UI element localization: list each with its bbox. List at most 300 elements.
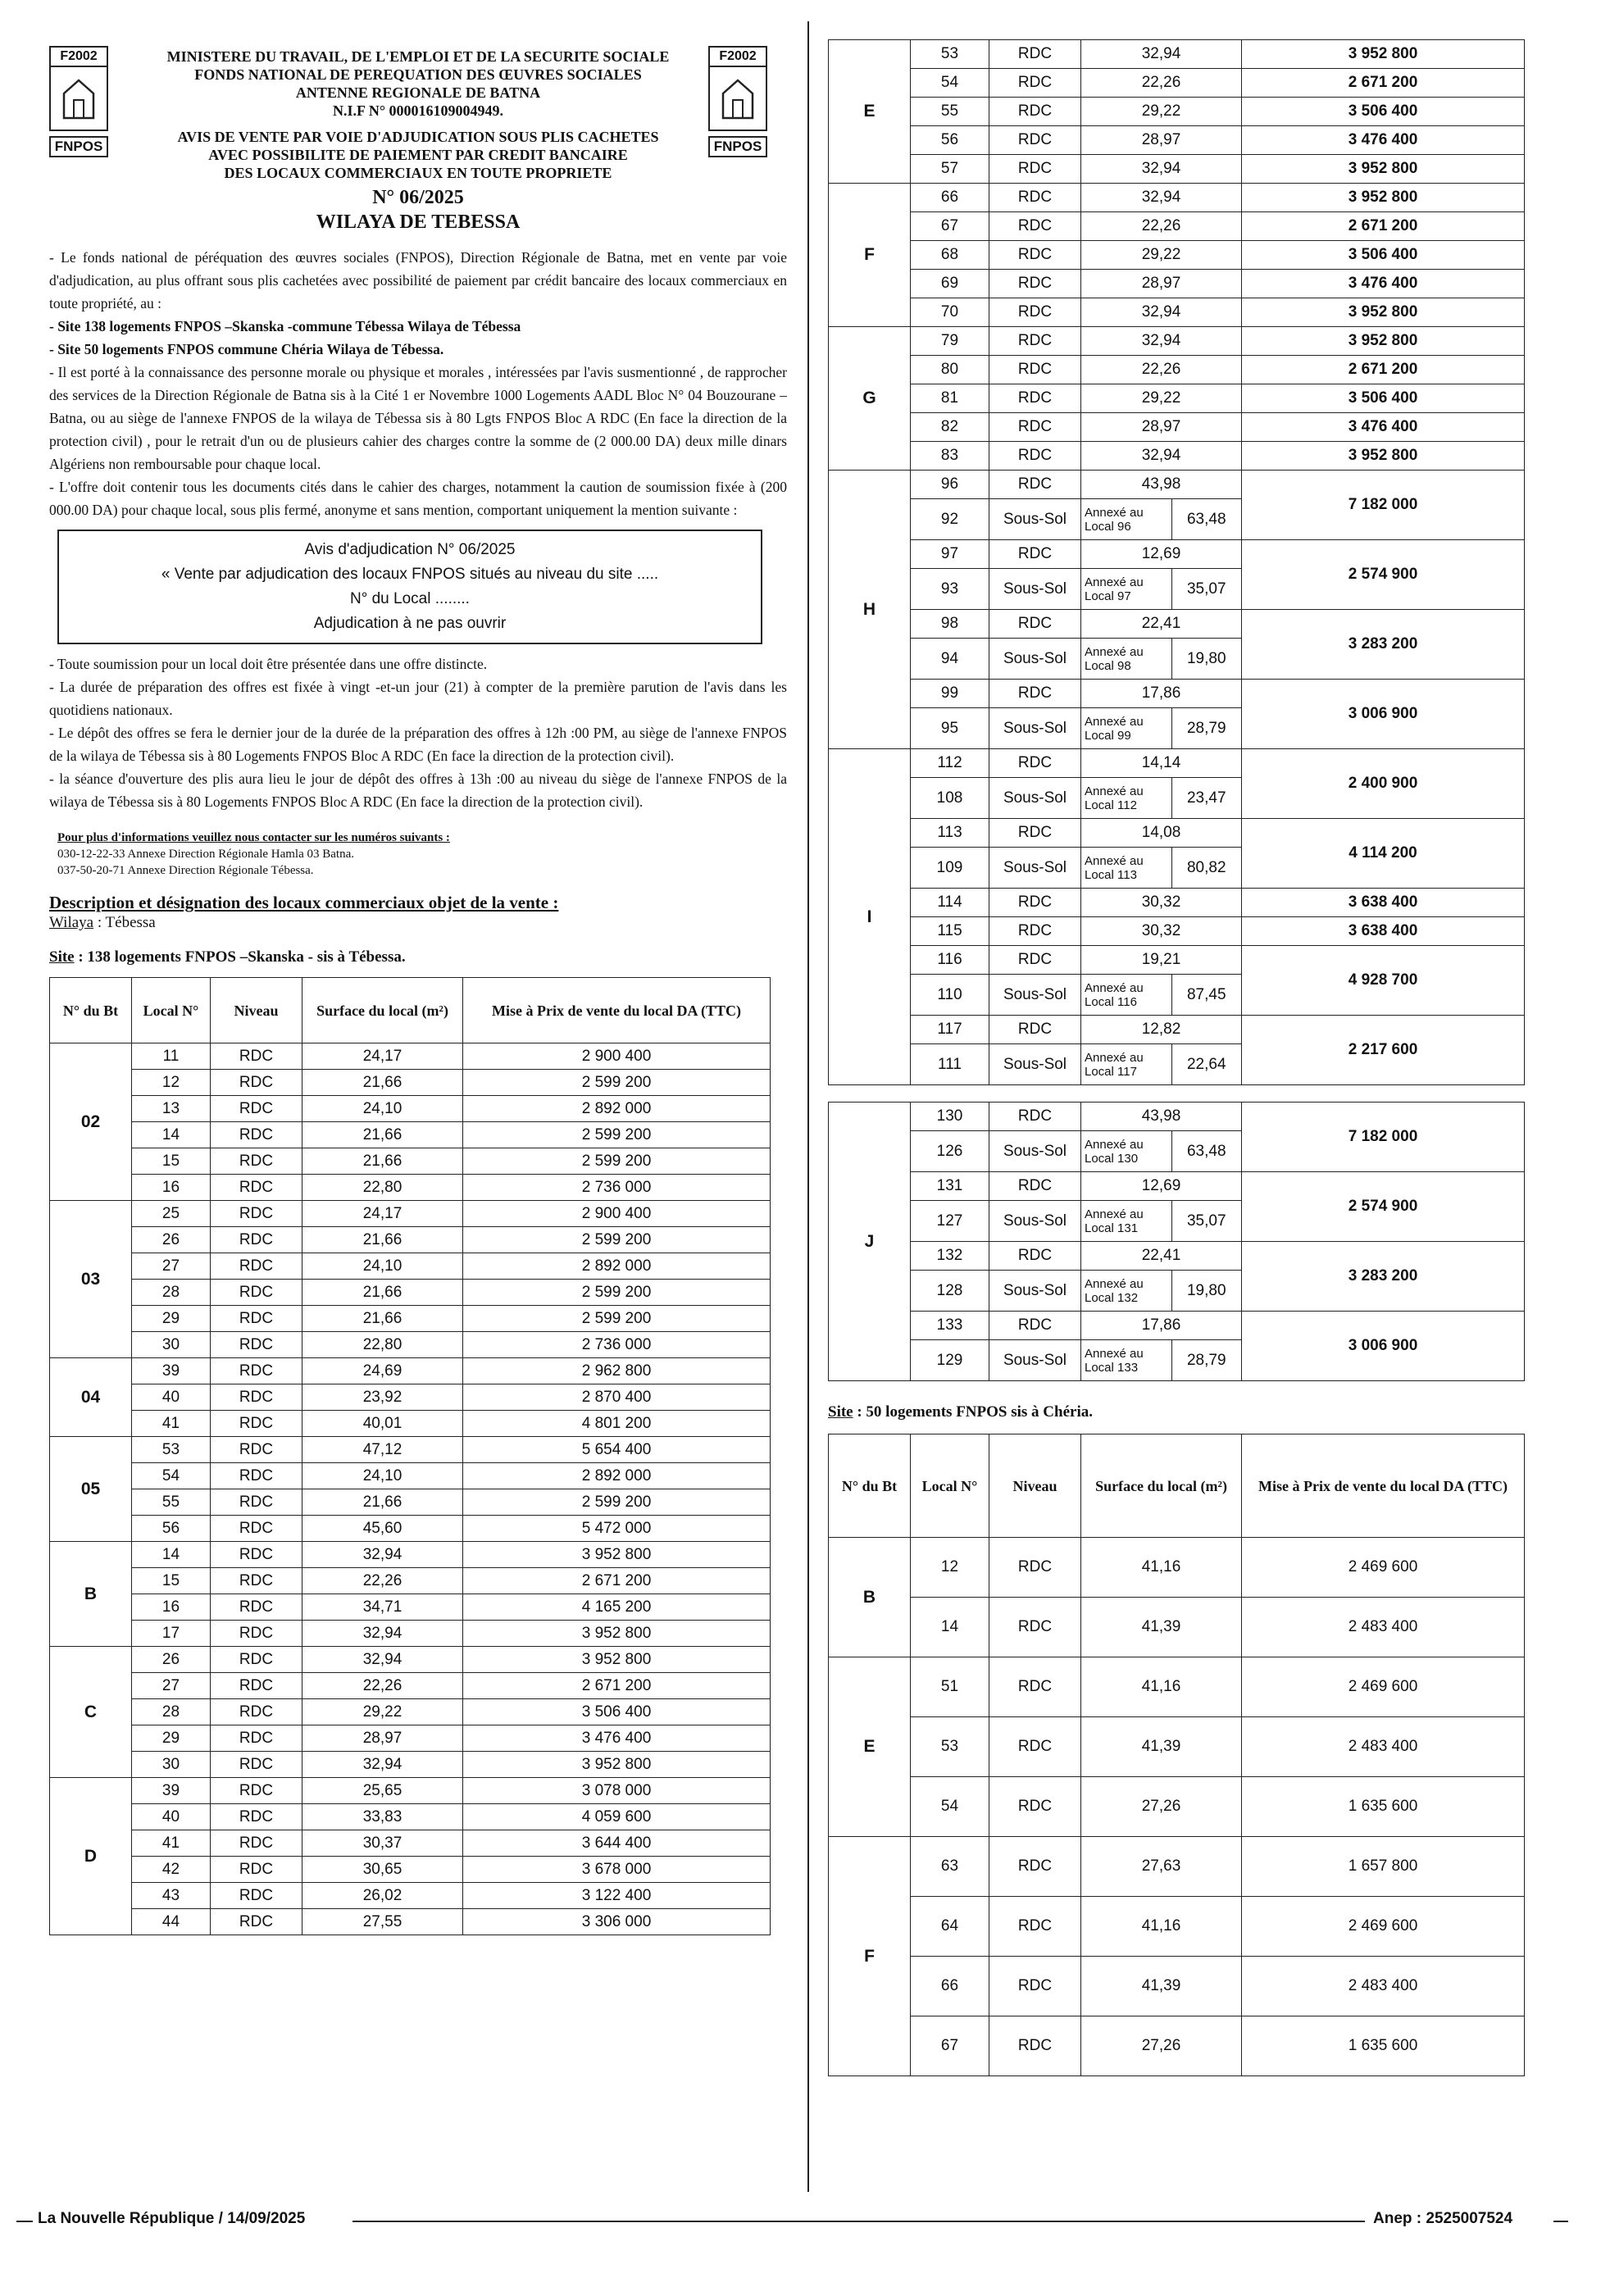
avis-number (49, 185, 787, 234)
prix-cell: 3 952 800 (463, 1752, 771, 1778)
annex-label: Annexé au Local 130 (1081, 1131, 1171, 1171)
surface-cell: 30,37 (302, 1830, 463, 1857)
right-column (828, 39, 1529, 2076)
local-cell: 40 (132, 1384, 211, 1411)
niveau-cell: RDC (211, 1253, 302, 1280)
local-cell: 126 (911, 1131, 989, 1172)
niveau-cell: RDC (989, 917, 1081, 946)
table-row (50, 1516, 771, 1542)
niveau-cell: RDC (211, 1909, 302, 1935)
local-cell: 39 (132, 1778, 211, 1804)
surface-annex-cell (1081, 499, 1242, 540)
niveau-cell: RDC (989, 1897, 1081, 1957)
surface-cell: 32,94 (302, 1542, 463, 1568)
annex-surface: 63,48 (1186, 1142, 1226, 1160)
local-cell: 39 (132, 1358, 211, 1384)
prix-cell: 2 671 200 (1242, 69, 1525, 98)
niveau-cell: RDC (989, 1957, 1081, 2016)
annex-surface: 19,80 (1186, 1281, 1226, 1299)
footer-rule (1553, 2221, 1568, 2222)
table-row (50, 1778, 771, 1804)
surface-cell: 30,65 (302, 1857, 463, 1883)
prix-cell: 5 472 000 (463, 1516, 771, 1542)
prix-cell: 2 671 200 (1242, 212, 1525, 241)
table-row (829, 356, 1525, 384)
niveau-cell: RDC (989, 610, 1081, 639)
prix-cell: 2 892 000 (463, 1463, 771, 1489)
surface-annex-cell (1081, 1340, 1242, 1381)
local-cell: 15 (132, 1148, 211, 1175)
prix-cell: 2 599 200 (463, 1070, 771, 1096)
local-cell: 114 (911, 889, 989, 917)
local-cell: 131 (911, 1172, 989, 1201)
table-row (50, 1227, 771, 1253)
prix-cell: 3 952 800 (463, 1542, 771, 1568)
table-row (829, 819, 1525, 848)
prix-cell: 2 400 900 (1242, 749, 1525, 819)
surface-cell: 21,66 (302, 1306, 463, 1332)
prix-cell: 5 654 400 (463, 1437, 771, 1463)
column-divider (807, 21, 809, 2192)
table-row (50, 1752, 771, 1778)
col-niveau: Niveau (989, 1434, 1081, 1538)
table-row (829, 540, 1525, 569)
prix-cell: 4 059 600 (463, 1804, 771, 1830)
surface-cell: 17,86 (1081, 1312, 1242, 1340)
niveau-cell: RDC (989, 442, 1081, 471)
local-cell: 128 (911, 1271, 989, 1312)
col-bt: N° du Bt (829, 1434, 911, 1538)
local-cell: 53 (911, 40, 989, 69)
surface-annex-cell (1081, 639, 1242, 680)
site-label: Site (49, 948, 75, 966)
prix-cell: 2 599 200 (463, 1489, 771, 1516)
local-cell: 92 (911, 499, 989, 540)
niveau-cell: RDC (211, 1122, 302, 1148)
local-cell: 26 (132, 1647, 211, 1673)
footer-anep: Anep : 2525007524 (1373, 2210, 1513, 2227)
paragraph: - la séance d'ouverture des plis aura lieu le jour de dépôt des offres à 13h :00 au niveau du siège de l'annexe FNPOS de la wilaya de Tébessa sis à 80 Logements FNPOS Bloc A RDC (En face la direction de la protection civil). (49, 771, 787, 810)
niveau-cell: RDC (211, 1096, 302, 1122)
surface-cell: 33,83 (302, 1804, 463, 1830)
local-cell: 115 (911, 917, 989, 946)
niveau-cell: Sous-Sol (989, 1271, 1081, 1312)
prix-cell: 4 114 200 (1242, 819, 1525, 889)
prix-cell: 2 217 600 (1242, 1016, 1525, 1085)
wilaya-line (49, 913, 787, 933)
table-row (829, 1777, 1525, 1837)
bt-cell: D (50, 1778, 132, 1935)
niveau-cell: RDC (211, 1830, 302, 1857)
avis-line: AVIS DE VENTE PAR VOIE D'ADJUDICATION SOUS PLIS CACHETES (177, 129, 659, 145)
surface-cell: 12,69 (1081, 1172, 1242, 1201)
table-row (829, 1016, 1525, 1044)
prix-cell: 3 006 900 (1242, 680, 1525, 749)
box-line: Avis d'adjudication N° 06/2025 (304, 541, 516, 558)
table-skanska-cont (828, 39, 1525, 1085)
local-cell: 68 (911, 241, 989, 270)
prix-cell: 4 165 200 (463, 1594, 771, 1621)
annex-table (1081, 778, 1241, 818)
prix-cell: 3 952 800 (1242, 155, 1525, 184)
table-row (50, 1804, 771, 1830)
local-cell: 111 (911, 1044, 989, 1085)
surface-cell: 24,10 (302, 1096, 463, 1122)
niveau-cell: RDC (211, 1883, 302, 1909)
annex-surface: 35,07 (1186, 580, 1226, 598)
surface-cell: 32,94 (1081, 40, 1242, 69)
site-line: - Site 50 logements FNPOS commune Chéria Wilaya de Tébessa. (49, 341, 444, 357)
local-cell: 40 (132, 1804, 211, 1830)
annex-row (1081, 1044, 1241, 1084)
niveau-cell: RDC (211, 1437, 302, 1463)
site-value: : 138 logements FNPOS –Skanska - sis à Tébessa. (78, 948, 406, 966)
annex-surface: 87,45 (1186, 985, 1226, 1003)
table-row (829, 1897, 1525, 1957)
bt-cell: B (50, 1542, 132, 1647)
fund-line: FONDS NATIONAL DE PEREQUATION DES ŒUVRES SOCIALES (194, 66, 642, 83)
table-skanska (49, 977, 771, 1935)
table-row (50, 1332, 771, 1358)
numero: N° 06/2025 (372, 187, 464, 208)
surface-annex-cell (1081, 1131, 1242, 1172)
annex-label: Annexé au Local 97 (1081, 569, 1171, 609)
local-cell: 108 (911, 778, 989, 819)
local-cell: 67 (911, 2016, 989, 2076)
local-cell: 98 (911, 610, 989, 639)
local-cell: 25 (132, 1201, 211, 1227)
surface-cell: 24,17 (302, 1043, 463, 1070)
table-row (829, 2016, 1525, 2076)
surface-cell: 22,41 (1081, 1242, 1242, 1271)
surface-cell: 27,63 (1081, 1837, 1242, 1897)
col-local: Local N° (132, 978, 211, 1043)
surface-cell: 19,21 (1081, 946, 1242, 975)
table-row (829, 1957, 1525, 2016)
contact-info (57, 830, 787, 879)
bt-cell: E (829, 1657, 911, 1837)
annex-surface: 80,82 (1186, 858, 1226, 876)
local-cell: 99 (911, 680, 989, 708)
col-niveau: Niveau (211, 978, 302, 1043)
table-row (829, 184, 1525, 212)
annex-label: Annexé au Local 116 (1081, 975, 1171, 1015)
prix-cell: 2 483 400 (1242, 1598, 1525, 1657)
niveau-cell: RDC (989, 155, 1081, 184)
bt-cell: G (829, 327, 911, 471)
table-row (829, 889, 1525, 917)
local-cell: 14 (132, 1122, 211, 1148)
annex-surface: 19,80 (1186, 649, 1226, 667)
local-cell: 66 (911, 1957, 989, 2016)
bt-cell: H (829, 471, 911, 749)
table-row (829, 212, 1525, 241)
surface-cell: 22,26 (1081, 356, 1242, 384)
wilaya-title: WILAYA DE TEBESSA (316, 211, 521, 233)
box-line: « Vente par adjudication des locaux FNPOS situés au niveau du site ..... (161, 566, 659, 583)
niveau-cell: RDC (211, 1621, 302, 1647)
table-row (50, 1148, 771, 1175)
table-row (829, 917, 1525, 946)
prix-cell: 7 182 000 (1242, 1103, 1525, 1172)
bt-cell: 05 (50, 1437, 132, 1542)
niveau-cell: RDC (211, 1725, 302, 1752)
niveau-cell: RDC (989, 1837, 1081, 1897)
local-cell: 112 (911, 749, 989, 778)
local-cell: 14 (911, 1598, 989, 1657)
surface-cell: 41,16 (1081, 1657, 1242, 1717)
annex-row (1081, 975, 1241, 1015)
niveau-cell: RDC (211, 1411, 302, 1437)
surface-cell: 29,22 (1081, 241, 1242, 270)
local-cell: 43 (132, 1883, 211, 1909)
surface-cell: 27,26 (1081, 1777, 1242, 1837)
prix-cell: 2 892 000 (463, 1096, 771, 1122)
local-cell: 14 (132, 1542, 211, 1568)
table-row (50, 1358, 771, 1384)
annex-label: Annexé au Local 133 (1081, 1340, 1171, 1380)
nif-line: N.I.F N° 000016109004949. (332, 102, 504, 119)
niveau-cell: RDC (989, 1717, 1081, 1777)
table-row (829, 69, 1525, 98)
local-cell: 83 (911, 442, 989, 471)
local-cell: 30 (132, 1332, 211, 1358)
annex-label: Annexé au Local 131 (1081, 1201, 1171, 1241)
logo-label: FNPOS (49, 136, 108, 157)
surface-cell: 45,60 (302, 1516, 463, 1542)
local-cell: 64 (911, 1897, 989, 1957)
niveau-cell: Sous-Sol (989, 975, 1081, 1016)
logo-top-text: F2002 (708, 46, 767, 67)
surface-cell: 29,22 (302, 1699, 463, 1725)
prix-cell: 3 078 000 (463, 1778, 771, 1804)
annex-label: Annexé au Local 113 (1081, 848, 1171, 888)
local-cell: 67 (911, 212, 989, 241)
prix-cell: 2 599 200 (463, 1306, 771, 1332)
annex-table (1081, 975, 1241, 1015)
local-cell: 66 (911, 184, 989, 212)
annex-table (1081, 1131, 1241, 1171)
prix-cell: 2 870 400 (463, 1384, 771, 1411)
footer-source: La Nouvelle République / 14/09/2025 (38, 2210, 306, 2227)
surface-cell: 27,55 (302, 1909, 463, 1935)
table-skanska-j (828, 1102, 1525, 1381)
table-row (829, 40, 1525, 69)
table-row (50, 1280, 771, 1306)
annex-table (1081, 639, 1241, 679)
niveau-cell: RDC (989, 2016, 1081, 2076)
col-local: Local N° (911, 1434, 989, 1538)
local-cell: 55 (911, 98, 989, 126)
niveau-cell: RDC (211, 1647, 302, 1673)
footer-rule (352, 2221, 1365, 2222)
annex-label: Annexé au Local 99 (1081, 708, 1171, 748)
niveau-cell: RDC (989, 126, 1081, 155)
local-cell: 30 (132, 1752, 211, 1778)
local-cell: 79 (911, 327, 989, 356)
paragraph: - Il est porté à la connaissance des personne morale ou physique et morales , intéressées par l'avis susmentionné , de rapprocher des services de la Direction Régionale de Batna sis à la Cité 1 er Novembre 1000 Logements AADL Bloc N° 04 Bouzourane –Batna, ou au siège de l'annexe FNPOS de la wilaya de Tébessa sis à 80 Lgts FNPOS Bloc A RDC (En face la direction de la protection civil) , pour le retrait d'un ou de plusieurs cahier des charges contre la somme de (2 000.00 DA) deux mille dinars Algériens non remboursable pour chaque local. (49, 364, 787, 472)
surface-cell: 12,82 (1081, 1016, 1242, 1044)
annex-table (1081, 1044, 1241, 1084)
niveau-cell: RDC (989, 1598, 1081, 1657)
logo-label: FNPOS (708, 136, 767, 157)
ministry-line: MINISTERE DU TRAVAIL, DE L'EMPLOI ET DE LA SECURITE SOCIALE (166, 48, 670, 65)
site-title (49, 948, 787, 967)
niveau-cell: RDC (989, 184, 1081, 212)
niveau-cell: RDC (211, 1358, 302, 1384)
prix-cell: 2 599 200 (463, 1227, 771, 1253)
surface-cell: 21,66 (302, 1280, 463, 1306)
local-cell: 96 (911, 471, 989, 499)
prix-cell: 3 952 800 (1242, 298, 1525, 327)
prix-cell: 2 574 900 (1242, 540, 1525, 610)
table-row (829, 946, 1525, 975)
prix-cell: 2 671 200 (463, 1568, 771, 1594)
surface-cell: 12,69 (1081, 540, 1242, 569)
site-line: - Site 138 logements FNPOS –Skanska -commune Tébessa Wilaya de Tébessa (49, 318, 521, 334)
local-cell: 28 (132, 1699, 211, 1725)
prix-cell: 3 678 000 (463, 1857, 771, 1883)
table-row (50, 1699, 771, 1725)
bt-cell: 02 (50, 1043, 132, 1201)
annex-surface: 23,47 (1186, 789, 1226, 807)
surface-cell: 27,26 (1081, 2016, 1242, 2076)
wilaya-label: Wilaya (49, 914, 94, 931)
prix-cell: 3 506 400 (1242, 241, 1525, 270)
table-row (50, 1411, 771, 1437)
local-cell: 70 (911, 298, 989, 327)
prix-cell: 3 006 900 (1242, 1312, 1525, 1381)
local-cell: 13 (132, 1096, 211, 1122)
annex-row (1081, 569, 1241, 609)
fnpos-logo-right (708, 46, 767, 161)
prix-cell: 1 657 800 (1242, 1837, 1525, 1897)
prix-cell: 2 599 200 (463, 1122, 771, 1148)
table-row (50, 1306, 771, 1332)
annex-row (1081, 1201, 1241, 1241)
local-cell: 29 (132, 1306, 211, 1332)
niveau-cell: RDC (989, 241, 1081, 270)
table-row (50, 1384, 771, 1411)
surface-cell: 30,32 (1081, 889, 1242, 917)
surface-cell: 41,39 (1081, 1717, 1242, 1777)
annex-surface: 35,07 (1186, 1212, 1226, 1230)
annex-surface: 63,48 (1186, 510, 1226, 528)
annex-table (1081, 1271, 1241, 1311)
annex-table (1081, 708, 1241, 748)
surface-cell: 32,94 (302, 1621, 463, 1647)
box-line: Adjudication à ne pas ouvrir (313, 615, 507, 632)
avis-body-2 (49, 652, 787, 813)
surface-cell: 25,65 (302, 1778, 463, 1804)
table-row (829, 1717, 1525, 1777)
niveau-cell: RDC (989, 819, 1081, 848)
table-row (50, 1647, 771, 1673)
prix-cell: 3 283 200 (1242, 610, 1525, 680)
surface-cell: 28,97 (1081, 126, 1242, 155)
surface-cell: 32,94 (1081, 442, 1242, 471)
annex-row (1081, 1271, 1241, 1311)
contact-title: Pour plus d'informations veuillez nous contacter sur les numéros suivants : (57, 831, 450, 844)
site2-title (828, 1403, 1529, 1422)
header (49, 36, 787, 181)
annex-row (1081, 1131, 1241, 1171)
contact-phone: 037-50-20-71 Annexe Direction Régionale Tébessa. (57, 864, 314, 877)
prix-cell: 3 952 800 (1242, 184, 1525, 212)
annex-row (1081, 499, 1241, 539)
surface-annex-cell (1081, 1044, 1242, 1085)
prix-cell: 3 638 400 (1242, 917, 1525, 946)
surface-cell: 17,86 (1081, 680, 1242, 708)
niveau-cell: RDC (989, 540, 1081, 569)
bt-cell: E (829, 40, 911, 184)
surface-cell: 22,26 (1081, 212, 1242, 241)
local-cell: 97 (911, 540, 989, 569)
surface-cell: 29,22 (1081, 384, 1242, 413)
niveau-cell: RDC (211, 1043, 302, 1070)
local-cell: 54 (911, 1777, 989, 1837)
local-cell: 12 (132, 1070, 211, 1096)
surface-cell: 22,80 (302, 1332, 463, 1358)
surface-cell: 29,22 (1081, 98, 1242, 126)
surface-cell: 24,10 (302, 1253, 463, 1280)
niveau-cell: RDC (211, 1463, 302, 1489)
niveau-cell: RDC (989, 212, 1081, 241)
surface-annex-cell (1081, 778, 1242, 819)
col-bt: N° du Bt (50, 978, 132, 1043)
niveau-cell: RDC (211, 1384, 302, 1411)
paragraph: - Le dépôt des offres se fera le dernier jour de la durée de la préparation des offres à 12h :00 PM, au siège de l'annexe FNPOS de la wilaya de Tébessa sis à 80 Logements FNPOS Bloc A RDC (En face la direction de la protection civil). (49, 725, 787, 764)
bt-cell: F (829, 184, 911, 327)
niveau-cell: RDC (989, 270, 1081, 298)
prix-cell: 4 928 700 (1242, 946, 1525, 1016)
prix-cell: 3 476 400 (1242, 413, 1525, 442)
annex-table (1081, 1201, 1241, 1241)
prix-cell: 2 469 600 (1242, 1538, 1525, 1598)
table-row (829, 241, 1525, 270)
niveau-cell: Sous-Sol (989, 708, 1081, 749)
local-cell: 27 (132, 1673, 211, 1699)
contact-phone: 030-12-22-33 Annexe Direction Régionale Hamla 03 Batna. (57, 848, 354, 861)
surface-annex-cell (1081, 708, 1242, 749)
table-row (829, 1598, 1525, 1657)
table-row (829, 413, 1525, 442)
prix-cell: 2 892 000 (463, 1253, 771, 1280)
niveau-cell: Sous-Sol (989, 1131, 1081, 1172)
prix-cell: 3 506 400 (463, 1699, 771, 1725)
col-prix: Mise à Prix de vente du local DA (TTC) (463, 978, 771, 1043)
local-cell: 69 (911, 270, 989, 298)
niveau-cell: RDC (989, 298, 1081, 327)
surface-cell: 22,26 (302, 1568, 463, 1594)
niveau-cell: RDC (211, 1542, 302, 1568)
annex-surface: 28,79 (1186, 1351, 1226, 1369)
niveau-cell: RDC (989, 1777, 1081, 1837)
niveau-cell: RDC (989, 680, 1081, 708)
niveau-cell: RDC (211, 1752, 302, 1778)
paragraph: - L'offre doit contenir tous les documents cités dans le cahier des charges, notamment la caution de soumission fixée à (200 000.00 DA) pour chaque local, sous plis fermé, anonyme et sans mention, comportant uniquement la mention suivante : (49, 479, 787, 518)
annex-row (1081, 778, 1241, 818)
prix-cell: 2 671 200 (463, 1673, 771, 1699)
local-cell: 51 (911, 1657, 989, 1717)
local-cell: 41 (132, 1411, 211, 1437)
table-row (829, 155, 1525, 184)
niveau-cell: Sous-Sol (989, 778, 1081, 819)
annex-row (1081, 848, 1241, 888)
niveau-cell: RDC (989, 69, 1081, 98)
local-cell: 116 (911, 946, 989, 975)
local-cell: 28 (132, 1280, 211, 1306)
